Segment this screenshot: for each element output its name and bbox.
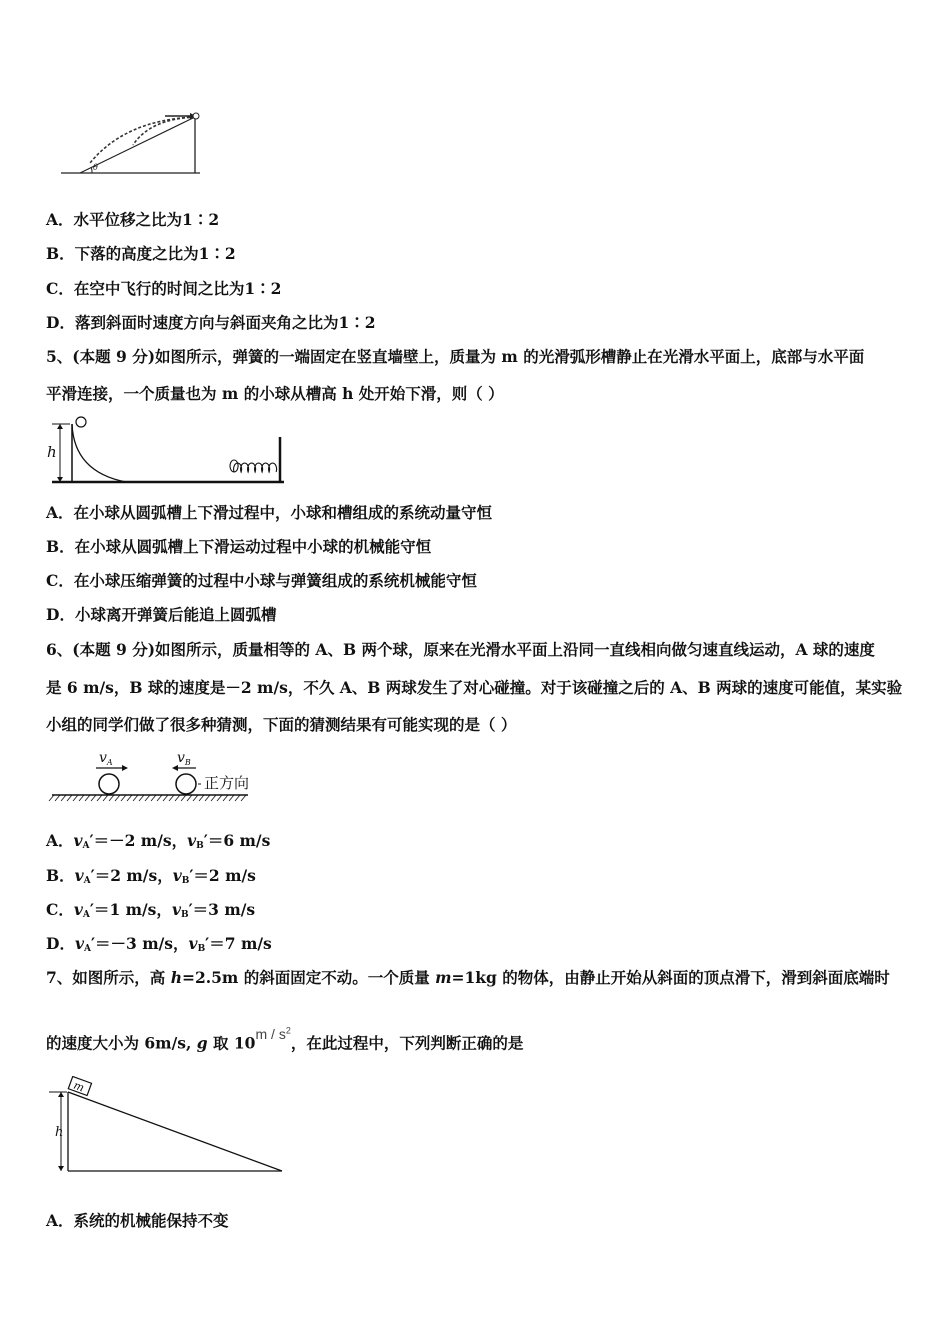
q6-stem-line2: 是 6 m/s，B 球的速度是－2 m/s，不久 A、B 两球发生了对心碰撞。对于该碰撞之后的 A、B 两球的速度可能值，某实验 [46, 678, 903, 697]
q5-option-a: A．在小球从圆弧槽上下滑过程中，小球和槽组成的系统动量守恒 [46, 503, 493, 522]
q5-option-b: B．在小球从圆弧槽上下滑运动过程中小球的机械能守恒 [46, 537, 432, 556]
q7-stem-line2: 的速度大小为 6m/s, g 取 $10m / s^2$，在此过程中，下列判断正确的是 [46, 1025, 524, 1053]
q6-stem-line3: 小组的同学们做了很多种猜测，下面的猜测结果有可能实现的是（ ） [46, 715, 517, 734]
q6-figure [48, 744, 273, 806]
q7-figure [46, 1076, 286, 1176]
svg-text:vB: $v_B$ [177, 750, 191, 767]
direction-label: 正方向 [204, 774, 250, 792]
mass-label: m [71, 1078, 86, 1095]
q6-option-c: C．$v_A'=1$ m/s，$v_B'=3$ m/s [46, 900, 256, 920]
q7-stem-line1: 7、如图所示，高 h=2.5m 的斜面固定不动。一个质量 m=1kg 的物体，由静止开始从斜面的顶点滑下，滑到斜面底端时 [46, 968, 890, 987]
svg-text:vA: $v_A$ [99, 750, 113, 767]
q6-option-d: D．$v_A'=-3$ m/s，$v_B'=7$ m/s [46, 934, 272, 954]
q7-option-a: A．系统的机械能保持不变 [46, 1211, 229, 1230]
q4-option-b: B．下落的高度之比为1∶2 [46, 244, 236, 263]
q5-option-c: C．在小球压缩弹簧的过程中小球与弹簧组成的系统机械能守恒 [46, 571, 477, 590]
h-label: h [47, 443, 57, 461]
q6-stem-line1: 6、(本题 9 分)如图所示，质量相等的 A、B 两个球，原来在光滑水平面上沿同一直线相向做匀速直线运动，A 球的速度 [46, 640, 875, 659]
q4-option-c: C．在空中飞行的时间之比为1∶2 [46, 279, 282, 298]
q6-option-a: A．$v_A'=-2$ m/s，$v_B'=6$ m/s [46, 831, 271, 851]
height-label: h [55, 1125, 64, 1140]
q5-stem-line2: 平滑连接，一个质量也为 m 的小球从槽高 h 处开始下滑，则（ ） [46, 384, 504, 403]
q4-figure [55, 105, 205, 180]
q5-stem-line1: 5、(本题 9 分)如图所示，弹簧的一端固定在竖直墙壁上，质量为 m 的光滑弧形槽静止在光滑水平面上，底部与水平面 [46, 347, 865, 366]
q5-figure [44, 412, 289, 487]
q5-option-d: D．小球离开弹簧后能追上圆弧槽 [46, 605, 277, 624]
angle-label: θ [93, 163, 98, 172]
q6-option-b: B．$v_A'=2$ m/s，$v_B'=2$ m/s [46, 866, 256, 886]
q4-option-a: A．水平位移之比为1∶2 [46, 210, 220, 229]
q4-option-d: D．落到斜面时速度方向与斜面夹角之比为1∶2 [46, 313, 376, 332]
